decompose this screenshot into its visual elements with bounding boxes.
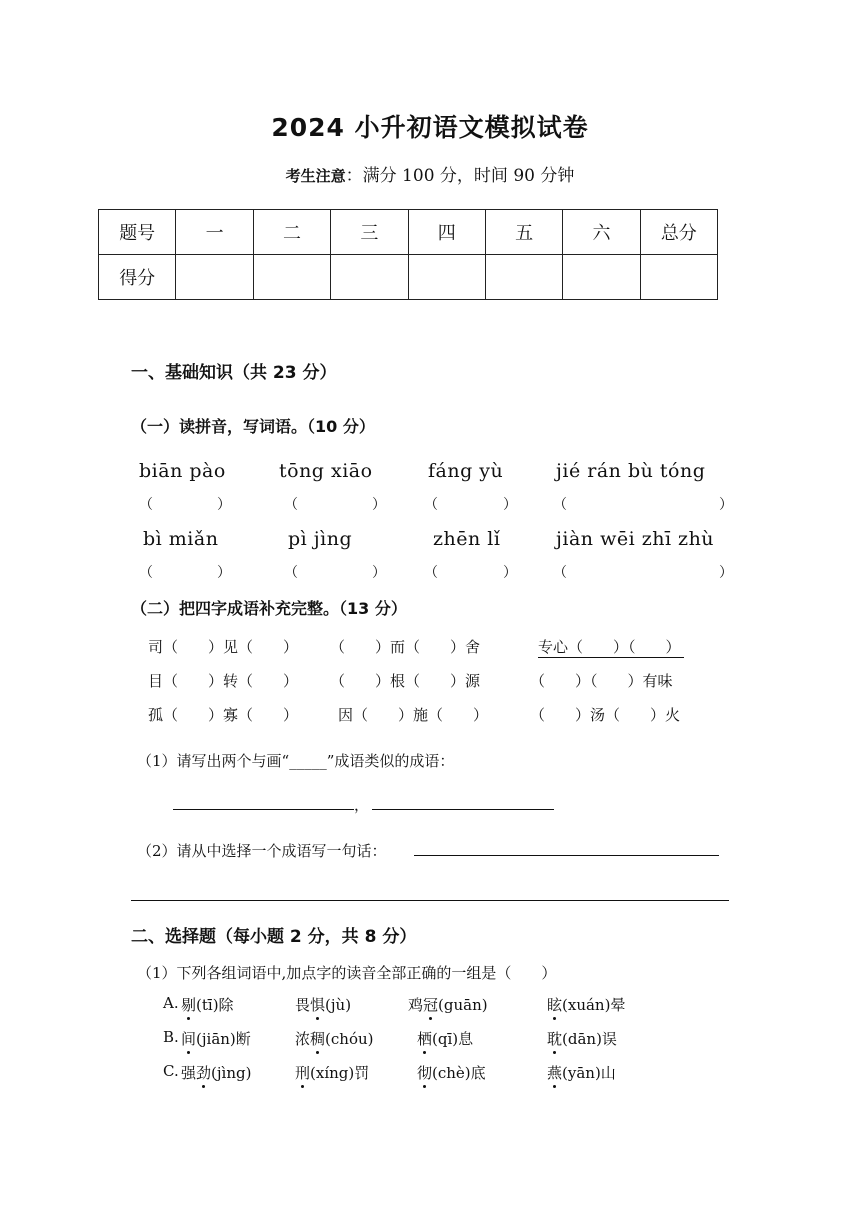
dotted-char: 劲 (196, 1064, 212, 1082)
word-suffix: (dān)误 (562, 1030, 617, 1048)
dotted-char: 眩 (547, 996, 563, 1014)
dotted-char: 间 (181, 1030, 197, 1048)
option-b-word (181, 1028, 251, 1049)
pinyin-item: zhēn lǐ (433, 528, 501, 550)
answer-paren-open: （ (284, 565, 298, 581)
score-table-header-row (99, 210, 718, 255)
option-a-word (295, 994, 351, 1015)
page-title: 2024 小升初语文模拟试卷 (271, 113, 589, 142)
answer-paren-open: （ (139, 565, 153, 581)
option-b-label[interactable]: B. (163, 1028, 179, 1046)
section2-title: 二、选择题（每小题 2 分，共 8 分） (131, 927, 417, 947)
score-cell[interactable] (485, 255, 562, 300)
score-header-cell: 四 (408, 210, 485, 255)
score-cell[interactable] (640, 255, 717, 300)
part1-title: （一）读拼音，写词语。（10 分） (131, 417, 375, 436)
word-suffix: (xíng)罚 (310, 1064, 370, 1082)
answer-paren-close: ） (503, 497, 517, 513)
word-suffix: (tī)除 (196, 996, 234, 1014)
dotted-char: 耽 (547, 1030, 563, 1048)
dotted-char: 刑 (295, 1064, 311, 1082)
part2-question-2: （2）请从中选择一个成语写一句话： (137, 842, 387, 860)
pinyin-item: biān pào (139, 460, 226, 482)
answer-paren-open: （ (553, 497, 567, 513)
dotted-char: 冠 (423, 996, 439, 1014)
answer-paren-close: ） (217, 565, 231, 581)
exam-notice (0, 161, 860, 186)
score-table (98, 209, 718, 300)
pinyin-item: jiàn wēi zhī zhù (556, 528, 715, 550)
word-suffix: (xuán)晕 (562, 996, 626, 1014)
answer-comma: ， (354, 796, 370, 814)
answer-paren-open: （ (284, 497, 298, 513)
dotted-char: 剔 (181, 996, 197, 1014)
score-cell[interactable] (253, 255, 330, 300)
idiom-blank[interactable]: （ ）根（ ）源 (330, 672, 481, 690)
answer-line[interactable] (372, 809, 554, 810)
idiom-blank-underlined[interactable]: 专心（ ）（ ） (538, 636, 684, 658)
score-header-cell: 题号 (99, 210, 176, 255)
word-prefix: 强 (181, 1064, 197, 1082)
option-a-word (181, 994, 234, 1015)
pinyin-item: fáng yù (428, 460, 504, 482)
word-suffix: (jiān)断 (196, 1030, 251, 1048)
word-suffix: (guān) (438, 996, 488, 1014)
score-cell[interactable] (408, 255, 485, 300)
answer-paren-close: ） (217, 497, 231, 513)
answer-paren-open: （ (424, 497, 438, 513)
answer-paren-close: ） (372, 497, 386, 513)
option-c-word (417, 1062, 486, 1083)
answer-paren-open: （ (139, 497, 153, 513)
option-c-label[interactable]: C. (163, 1062, 179, 1080)
section1-title: 一、基础知识（共 23 分） (131, 363, 337, 383)
dotted-char: 稠 (310, 1030, 326, 1048)
pinyin-item: bì miǎn (143, 528, 219, 550)
idiom-blank[interactable]: （ ）汤（ ）火 (530, 706, 681, 724)
score-cell[interactable] (563, 255, 640, 300)
pinyin-item: tōng xiāo (279, 460, 373, 482)
dotted-char: 燕 (547, 1064, 563, 1082)
option-b-word (295, 1028, 374, 1049)
answer-paren-open: （ (553, 565, 567, 581)
idiom-blank[interactable]: 孤（ ）寡（ ） (148, 706, 299, 724)
idiom-blank[interactable]: 因（ ）施（ ） (338, 706, 489, 724)
word-suffix: (qī)息 (432, 1030, 474, 1048)
option-a-word (408, 994, 488, 1015)
word-suffix: (jìng) (211, 1064, 252, 1082)
score-header-cell: 三 (331, 210, 408, 255)
idiom-blank[interactable]: 司（ ）见（ ） (148, 638, 299, 656)
part2-title: （二）把四字成语补充完整。（13 分） (131, 599, 407, 618)
answer-paren-close: ） (503, 565, 517, 581)
score-cell[interactable] (176, 255, 253, 300)
idiom-blank[interactable]: （ ）（ ）有味 (530, 672, 673, 690)
answer-paren-close: ） (372, 565, 386, 581)
answer-paren-open: （ (424, 565, 438, 581)
option-a-word (547, 994, 625, 1015)
idiom-blank[interactable]: （ ）而（ ）舍 (330, 638, 481, 656)
score-header-cell: 一 (176, 210, 253, 255)
word-prefix: 浓 (295, 1030, 311, 1048)
option-b-word (417, 1028, 473, 1049)
section2-question-1: （1）下列各组词语中,加点字的读音全部正确的一组是（ ） (137, 964, 557, 982)
answer-line[interactable] (173, 809, 354, 810)
pinyin-item: pì jìng (288, 528, 353, 550)
score-row-label: 得分 (99, 255, 176, 300)
word-suffix: (jù) (325, 996, 352, 1014)
notice-text: ：满分 100 分，时间 90 分钟 (345, 166, 575, 186)
idiom-blank[interactable]: 目（ ）转（ ） (148, 672, 299, 690)
option-c-word (547, 1062, 616, 1083)
word-suffix: (chóu) (325, 1030, 374, 1048)
score-cell[interactable] (331, 255, 408, 300)
answer-line-full[interactable] (131, 900, 729, 901)
word-suffix: (yān)山 (562, 1064, 616, 1082)
score-header-cell: 总分 (640, 210, 717, 255)
score-table-score-row (99, 255, 718, 300)
word-prefix: 畏 (295, 996, 311, 1014)
answer-paren-close: ） (719, 565, 733, 581)
dotted-char: 惧 (310, 996, 326, 1014)
pinyin-item: jié rán bù tóng (556, 460, 706, 482)
answer-line[interactable] (414, 855, 719, 856)
notice-label: 考生注意 (285, 167, 346, 185)
score-header-cell: 二 (253, 210, 330, 255)
word-prefix: 鸡 (408, 996, 424, 1014)
score-header-cell: 六 (563, 210, 640, 255)
option-a-label[interactable]: A. (163, 994, 179, 1012)
part2-question-1: （1）请写出两个与画“_____”成语类似的成语： (137, 752, 455, 770)
word-suffix: (chè)底 (432, 1064, 486, 1082)
dotted-char: 栖 (417, 1030, 433, 1048)
score-header-cell: 五 (485, 210, 562, 255)
option-c-word (295, 1062, 369, 1083)
answer-paren-close: ） (719, 497, 733, 513)
option-b-word (547, 1028, 617, 1049)
option-c-word (181, 1062, 251, 1083)
dotted-char: 彻 (417, 1064, 433, 1082)
